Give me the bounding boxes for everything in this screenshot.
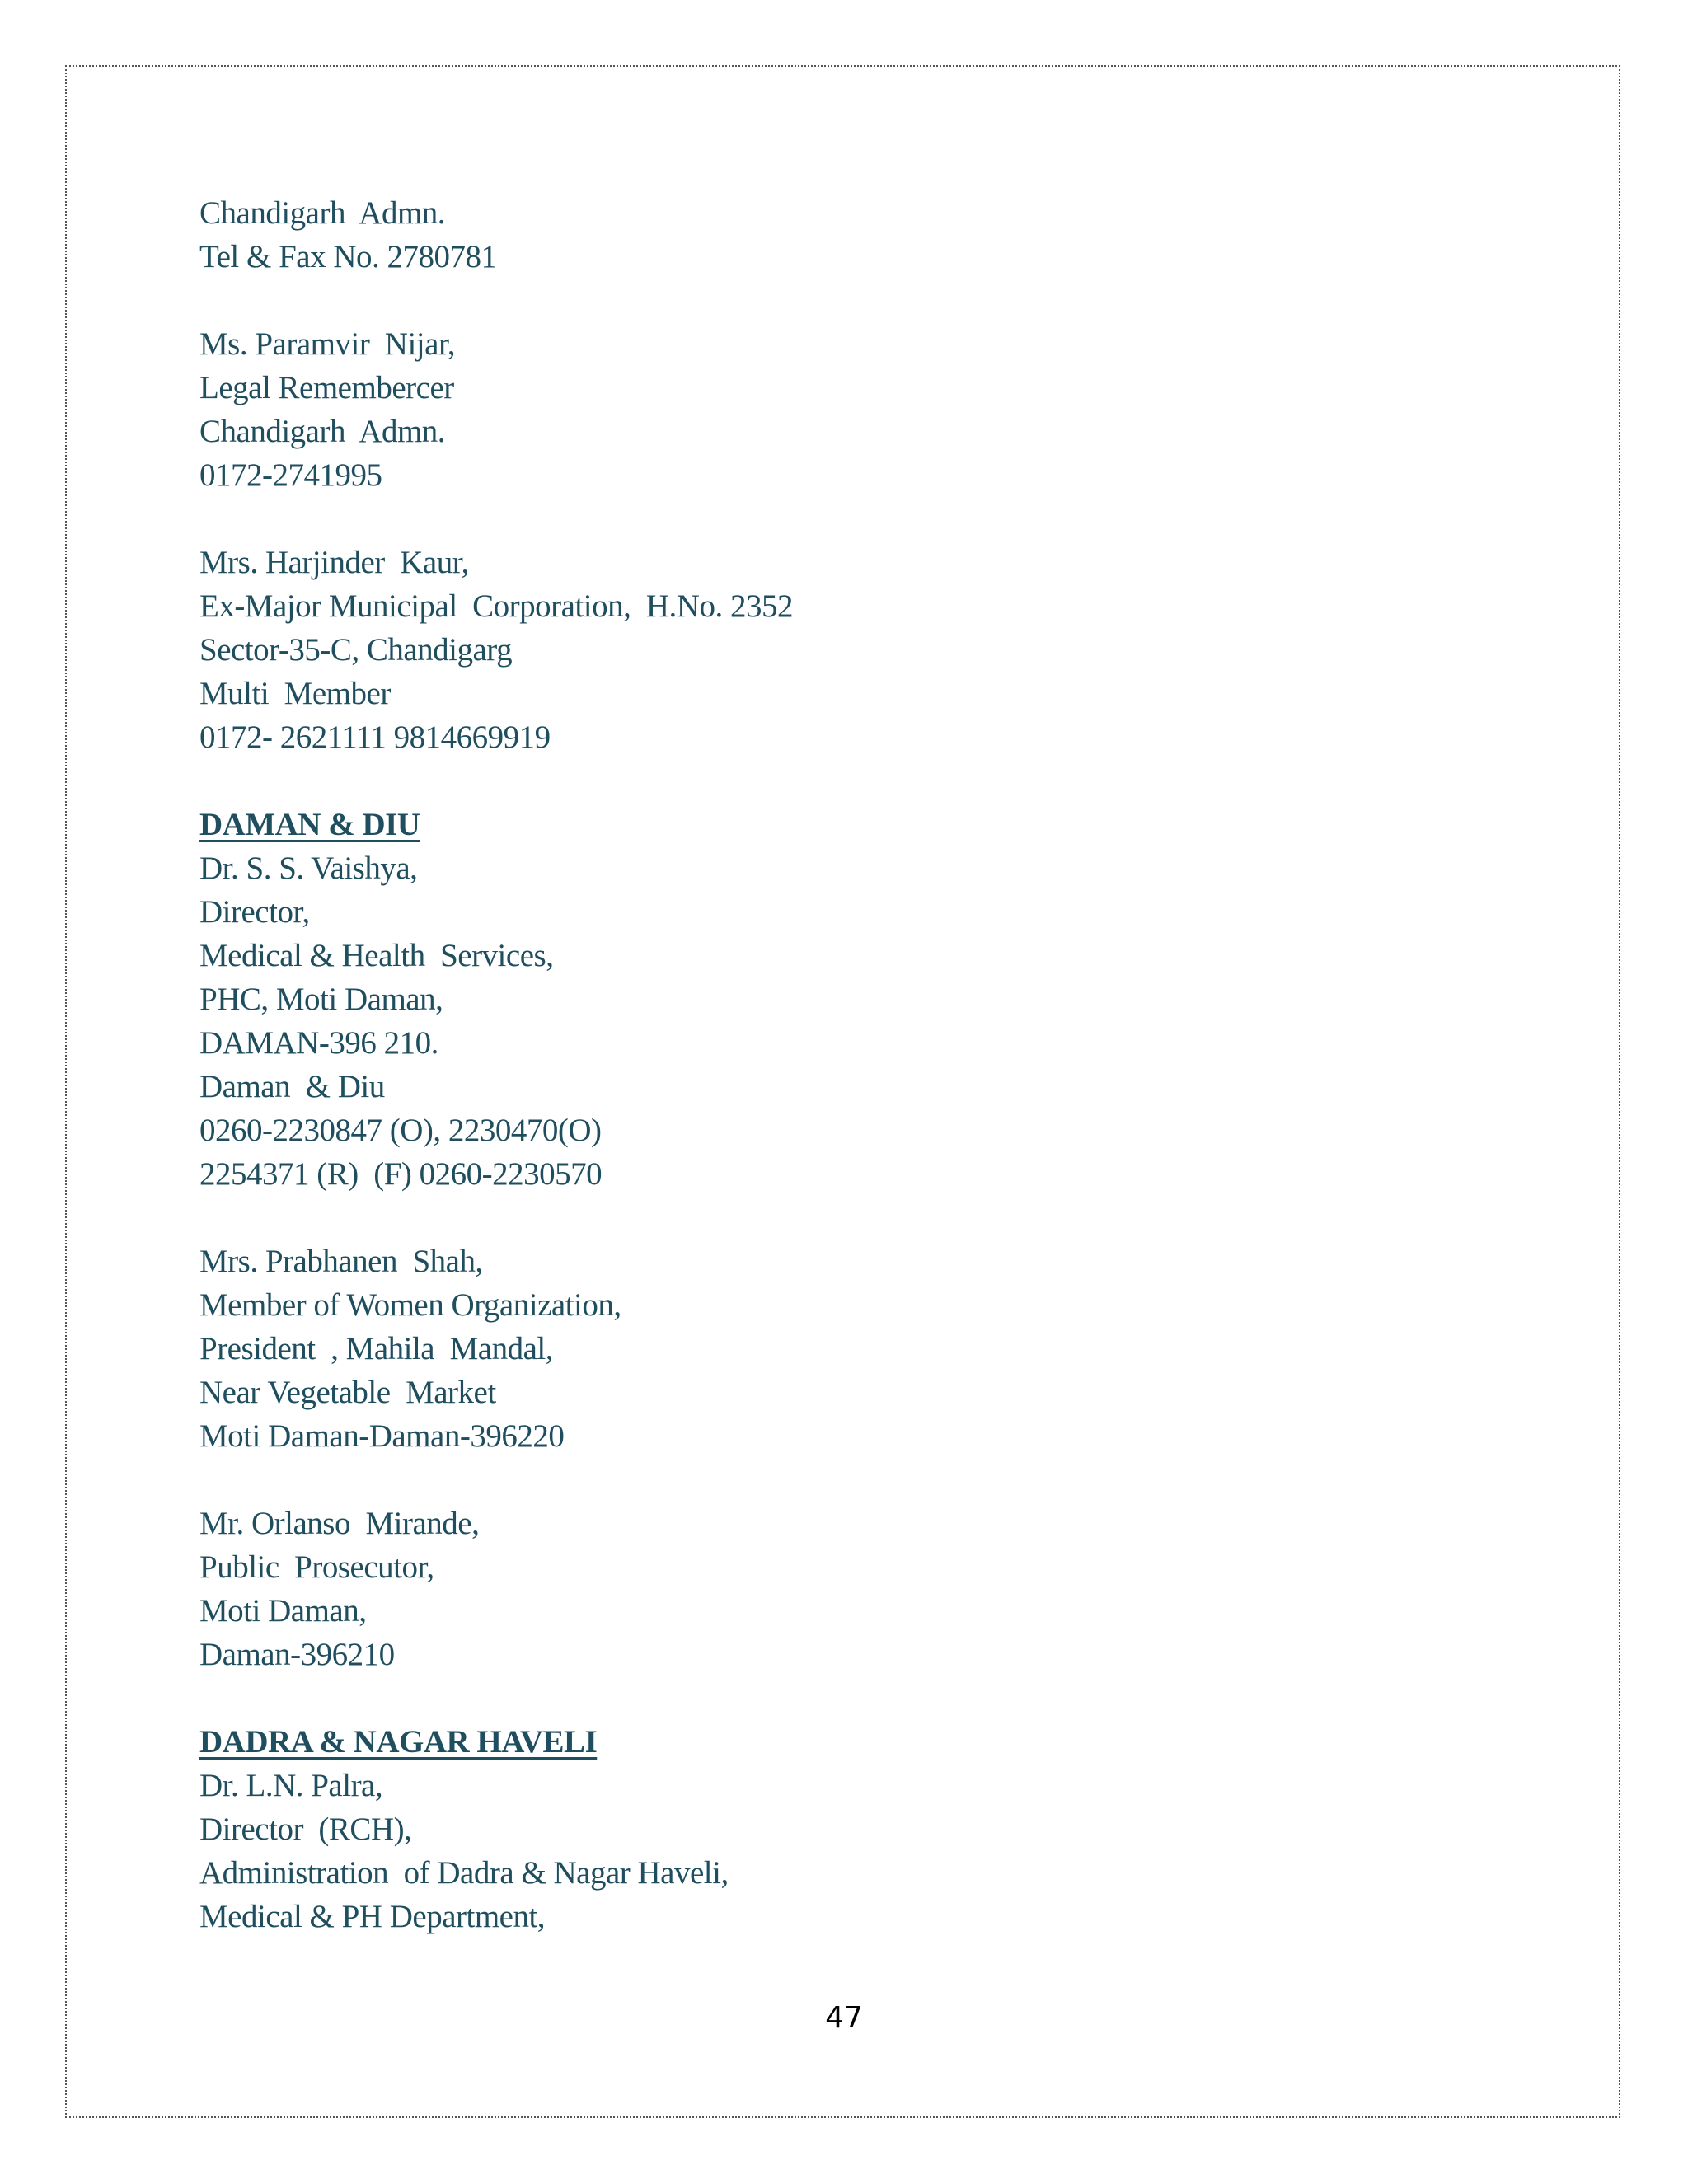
contact-entry	[199, 191, 1436, 279]
block-spacer	[199, 1196, 1436, 1240]
address-line: PHC, Moti Daman,	[199, 982, 443, 1017]
block-spacer	[199, 759, 1436, 803]
address-line: Daman-396210	[199, 1637, 395, 1672]
address-line: Dr. L.N. Palra,	[199, 1768, 383, 1803]
address-line: Near Vegetable Market	[199, 1375, 496, 1410]
address-line: Public Prosecutor,	[199, 1549, 434, 1585]
address-line: Daman & Diu	[199, 1069, 385, 1104]
contact-entry	[199, 322, 1436, 497]
address-line: Tel & Fax No. 2780781	[199, 239, 497, 274]
contact-entry	[199, 541, 1436, 759]
address-line: 2254371 (R) (F) 0260-2230570	[199, 1156, 603, 1192]
address-line: Dr. S. S. Vaishya,	[199, 851, 418, 886]
address-line: Director,	[199, 894, 310, 930]
page-number: 47	[825, 2001, 863, 2035]
address-line: Mr. Orlanso Mirande,	[199, 1506, 480, 1541]
address-line: Ex-Major Municipal Corporation, H.No. 2352	[199, 588, 793, 624]
address-line: Administration of Dadra & Nagar Haveli,	[199, 1855, 729, 1891]
section-block	[199, 1720, 1436, 1938]
section-heading: DADRA & NAGAR HAVELI	[199, 1724, 598, 1760]
address-line: Chandigarh Admn.	[199, 414, 446, 449]
block-spacer	[199, 279, 1436, 322]
address-line: President , Mahila Mandal,	[199, 1331, 553, 1366]
address-line: 0172- 2621111 9814669919	[199, 719, 551, 755]
block-spacer	[199, 1676, 1436, 1720]
address-line: Medical & PH Department,	[199, 1899, 546, 1934]
address-line: 0172-2741995	[199, 457, 382, 493]
address-line: Chandigarh Admn.	[199, 195, 446, 231]
address-line: 0260-2230847 (O), 2230470(O)	[199, 1113, 602, 1148]
address-line: Member of Women Organization,	[199, 1287, 621, 1323]
address-line: Legal Remembercer	[199, 370, 454, 405]
contact-entry	[199, 1240, 1436, 1458]
address-line: Moti Daman-Daman-396220	[199, 1418, 565, 1454]
contact-entry	[199, 1502, 1436, 1676]
address-line: Sector-35-C, Chandigarg	[199, 632, 513, 668]
address-line: Medical & Health Services,	[199, 938, 554, 973]
address-line: DAMAN-396 210.	[199, 1025, 438, 1061]
block-spacer	[199, 1458, 1436, 1502]
address-line: Director (RCH),	[199, 1811, 412, 1847]
document-body	[199, 191, 1436, 1938]
address-line: Ms. Paramvir Nijar,	[199, 326, 456, 362]
address-line: Moti Daman,	[199, 1593, 367, 1629]
section-heading: DAMAN & DIU	[199, 807, 420, 842]
address-line: Mrs. Harjinder Kaur,	[199, 545, 469, 580]
address-line: Multi Member	[199, 676, 391, 711]
section-block	[199, 803, 1436, 1196]
block-spacer	[199, 497, 1436, 541]
address-line: Mrs. Prabhanen Shah,	[199, 1244, 483, 1279]
